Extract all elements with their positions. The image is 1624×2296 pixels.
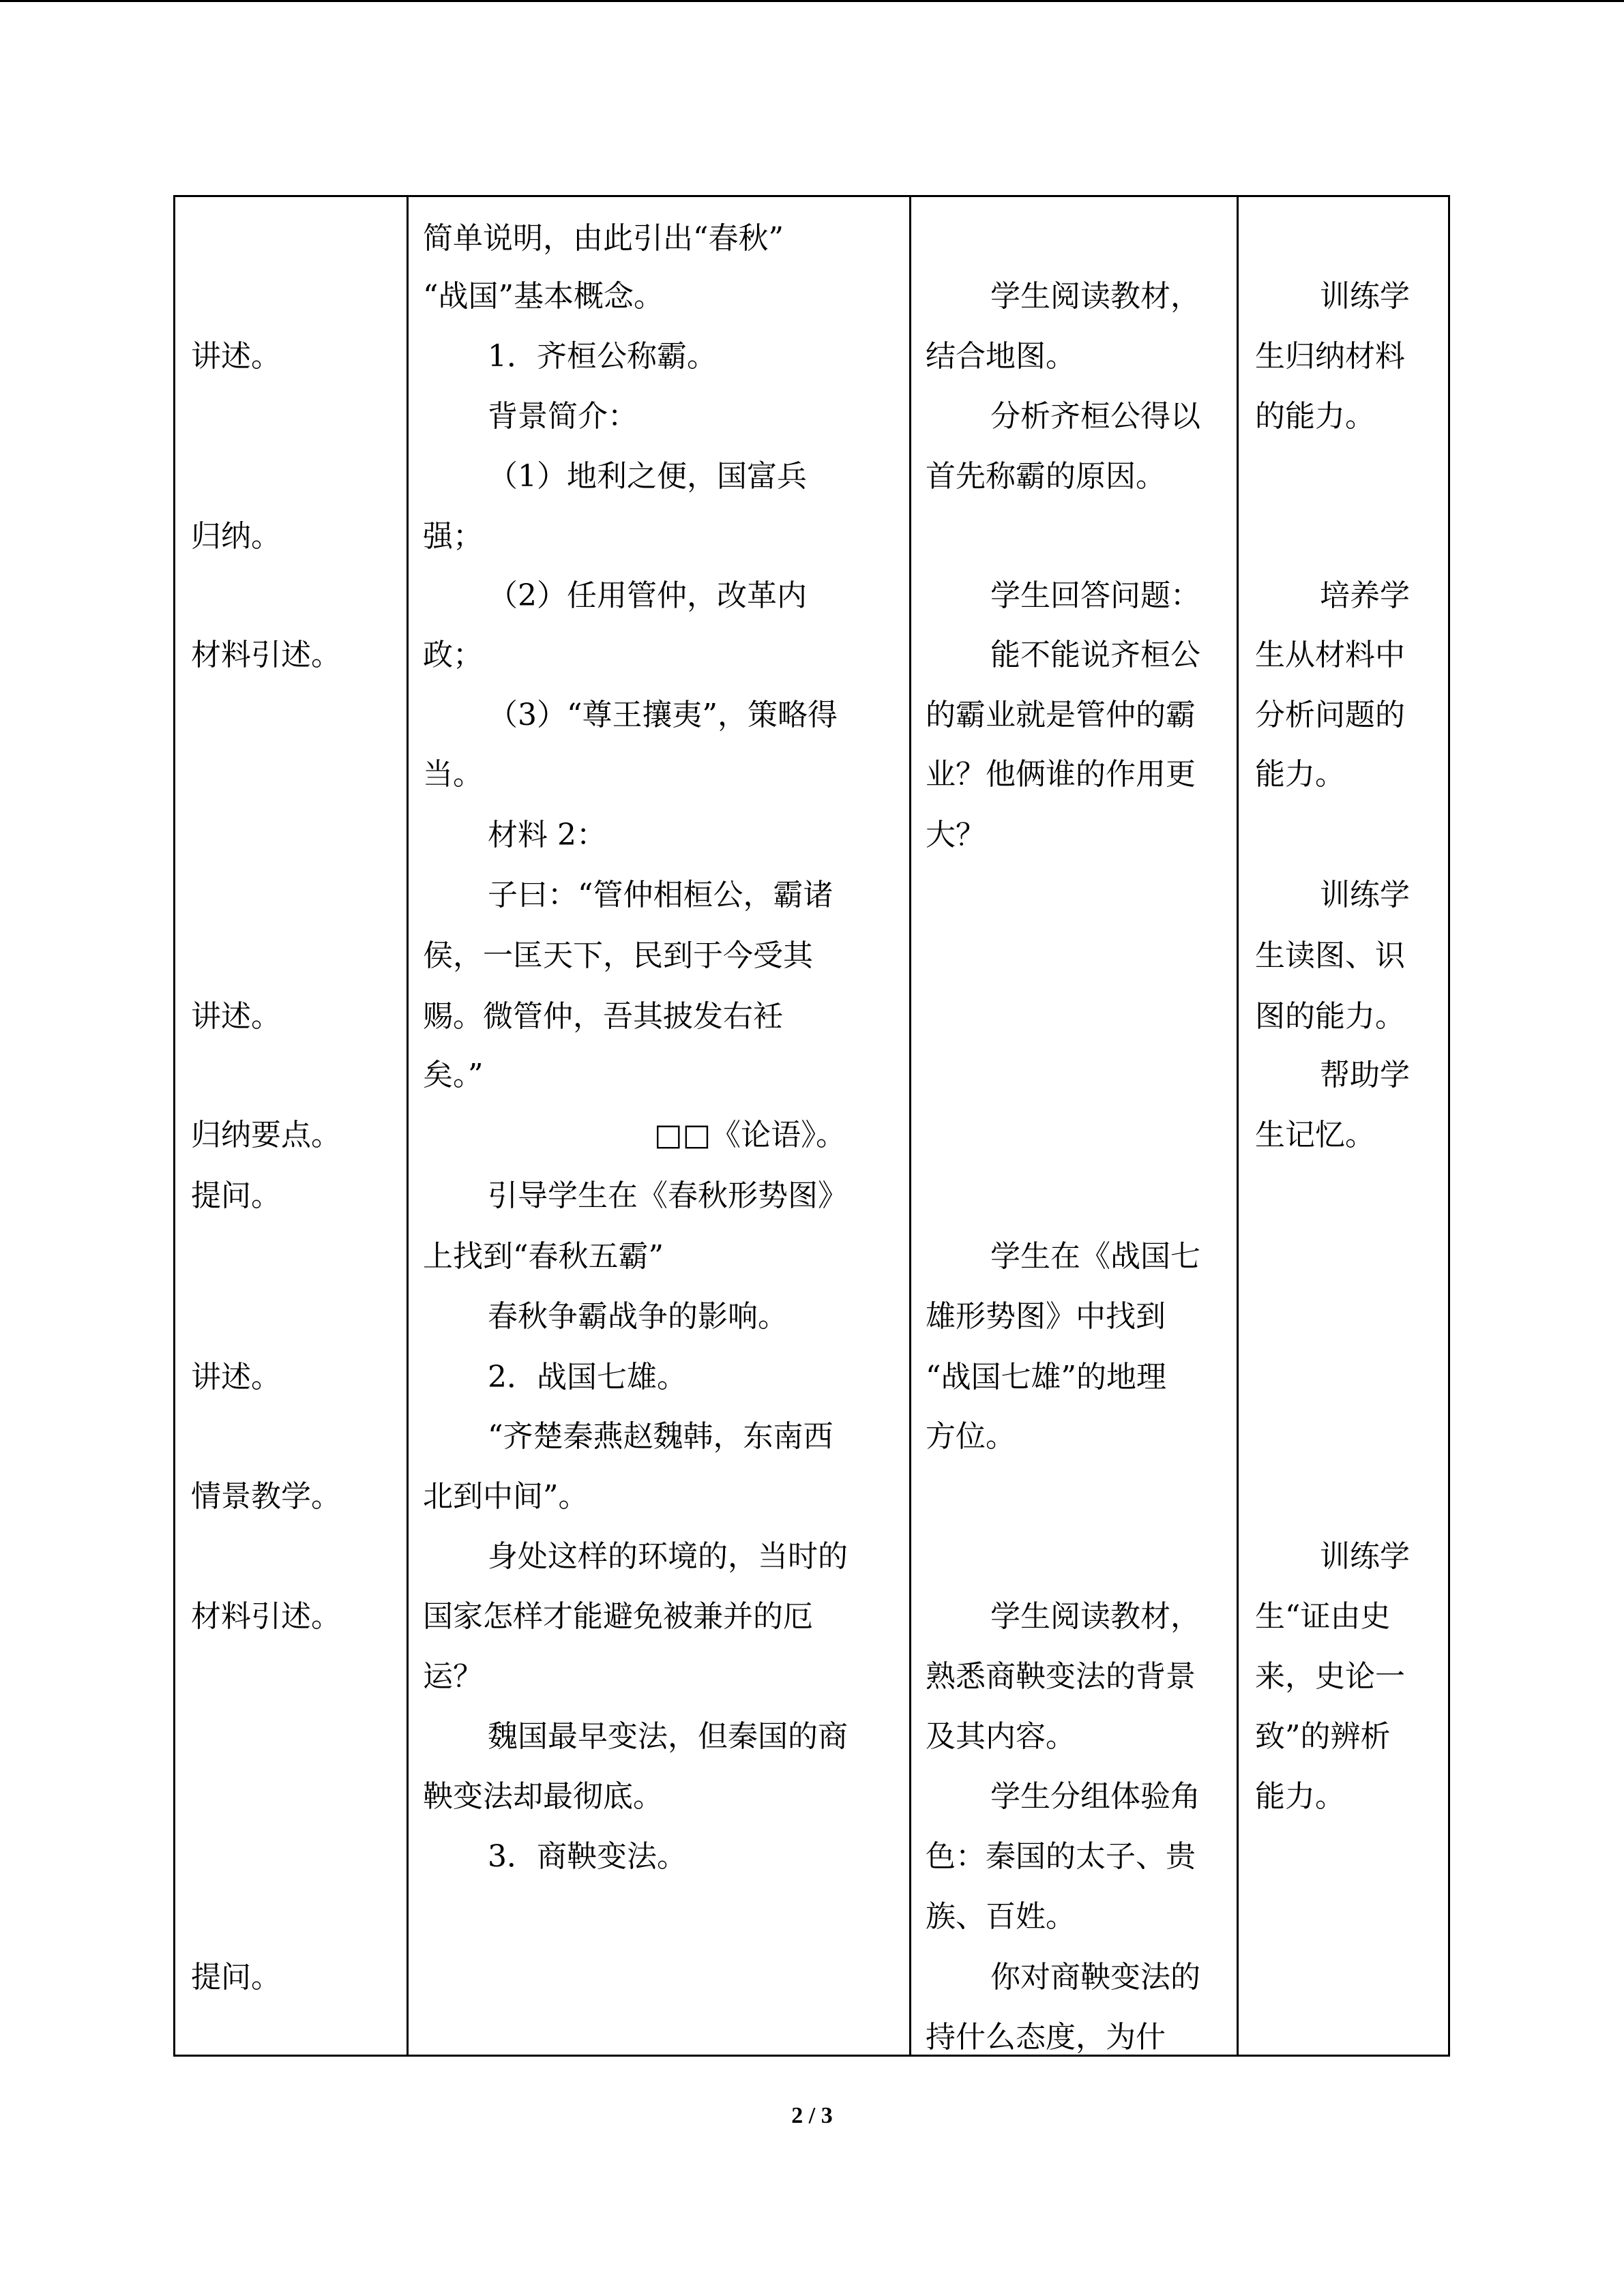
activity-line: 结合地图。: [926, 339, 1076, 374]
activity-line: 首先称霸的原因。: [926, 459, 1166, 494]
intent-line: 来，史论一: [1255, 1659, 1405, 1694]
content-line: 引导学生在《春秋形势图》: [488, 1178, 848, 1213]
content-line: （1）地利之便，国富兵: [488, 459, 807, 494]
content-line: 身处这样的环境的，当时的: [488, 1539, 848, 1574]
activity-line: 的霸业就是管仲的霸: [926, 698, 1196, 732]
intent-line: 生记忆。: [1255, 1118, 1375, 1152]
intent-line: 训练学: [1320, 878, 1410, 912]
student-activity-column: [926, 197, 1232, 2055]
method-cell: 提问。: [191, 1960, 281, 1995]
activity-line: 雄形势图》中找到: [926, 1299, 1166, 1334]
content-line: 强；: [423, 519, 483, 554]
intent-line: 生读图、识: [1255, 938, 1405, 973]
intent-line: 培养学: [1320, 578, 1410, 613]
teaching-content-column: [423, 197, 907, 2055]
intent-line: 训练学: [1320, 1539, 1410, 1574]
content-line: 侯，一匡天下，民到于今受其: [423, 938, 813, 973]
activity-line: “战国七雄”的地理: [926, 1360, 1166, 1395]
intent-line: 能力。: [1255, 1779, 1345, 1814]
method-cell: 情景教学。: [191, 1479, 341, 1514]
design-intent-column: [1255, 197, 1446, 2055]
content-line: （2）任用管仲，改革内: [488, 578, 807, 613]
top-border-line: [0, 0, 1624, 2]
intent-line: 能力。: [1255, 757, 1345, 792]
content-line: 矣。”: [423, 1058, 484, 1092]
method-cell: 材料引述。: [191, 1599, 341, 1634]
intent-line: 帮助学: [1320, 1058, 1410, 1092]
intent-line: 图的能力。: [1255, 999, 1405, 1034]
method-cell: 讲述。: [191, 1360, 281, 1395]
activity-line: 族、百姓。: [926, 1899, 1076, 1934]
activity-line: 学生分组体验角: [990, 1779, 1200, 1814]
content-line: 2．战国七雄。: [488, 1360, 687, 1395]
content-line: 赐。微管仲，吾其披发右衽: [423, 999, 783, 1034]
content-line: 1．齐桓公称霸。: [488, 339, 717, 374]
content-line: （3）“尊王攘夷”，策略得: [488, 698, 838, 732]
content-line: 北到中间”。: [423, 1479, 589, 1514]
column-divider: [909, 197, 911, 2055]
content-line: 魏国最早变法，但秦国的商: [488, 1719, 848, 1754]
intent-line: 的能力。: [1255, 399, 1375, 434]
content-line: 国家怎样才能避免被兼并的厄: [423, 1599, 813, 1634]
activity-line: 色：秦国的太子、贵: [926, 1839, 1196, 1874]
activity-line: 分析齐桓公得以: [990, 399, 1200, 434]
page-number: 2 / 3: [791, 2103, 833, 2128]
activity-line: 学生阅读教材，: [990, 279, 1200, 314]
activity-line: 学生阅读教材，: [990, 1599, 1200, 1634]
lesson-plan-table: [173, 195, 1450, 2057]
activity-line: 业？他俩谁的作用更: [926, 757, 1196, 792]
teaching-method-column: [191, 197, 402, 2055]
activity-line: 熟悉商鞅变法的背景: [926, 1659, 1196, 1694]
content-line: 上找到“春秋五霸”: [423, 1239, 664, 1274]
intent-line: 训练学: [1320, 279, 1410, 314]
method-cell: 归纳。: [191, 519, 281, 554]
activity-line: 方位。: [926, 1419, 1016, 1454]
content-line: “战国”基本概念。: [423, 279, 664, 314]
content-line: 春秋争霸战争的影响。: [488, 1299, 788, 1334]
activity-line: 大？: [926, 818, 986, 852]
activity-line: 持什么态度，为什: [926, 2020, 1166, 2055]
method-cell: 讲述。: [191, 339, 281, 374]
column-divider: [1237, 197, 1239, 2055]
activity-line: 能不能说齐桓公: [990, 638, 1200, 672]
activity-line: 学生在《战国七: [990, 1239, 1200, 1274]
content-line: 子曰：“管仲相桓公，霸诸: [488, 878, 833, 912]
activity-line: 学生回答问题：: [990, 578, 1200, 613]
method-cell: 归纳要点。: [191, 1118, 341, 1152]
content-line: “齐楚秦燕赵魏韩，东南西: [488, 1419, 833, 1454]
activity-line: 你对商鞅变法的: [990, 1960, 1200, 1995]
content-line: 简单说明，由此引出“春秋”: [423, 221, 784, 256]
content-line: 当。: [423, 757, 483, 792]
content-citation: □□《论语》。: [654, 1118, 846, 1152]
content-line: 政；: [423, 638, 483, 672]
intent-line: 生从材料中: [1255, 638, 1405, 672]
method-cell: 讲述。: [191, 999, 281, 1034]
intent-line: 生“证由史: [1255, 1599, 1391, 1634]
content-line: 背景简介：: [488, 399, 638, 434]
intent-line: 分析问题的: [1255, 698, 1405, 732]
intent-line: 致”的辨析: [1255, 1719, 1391, 1754]
content-line: 材料 2：: [488, 818, 606, 852]
activity-line: 及其内容。: [926, 1719, 1076, 1754]
intent-line: 生归纳材料: [1255, 339, 1405, 374]
content-line: 运？: [423, 1659, 483, 1694]
method-cell: 材料引述。: [191, 638, 341, 672]
content-line: 鞅变法却最彻底。: [423, 1779, 663, 1814]
method-cell: 提问。: [191, 1178, 281, 1213]
column-divider: [407, 197, 409, 2055]
content-line: 3．商鞅变法。: [488, 1839, 687, 1874]
